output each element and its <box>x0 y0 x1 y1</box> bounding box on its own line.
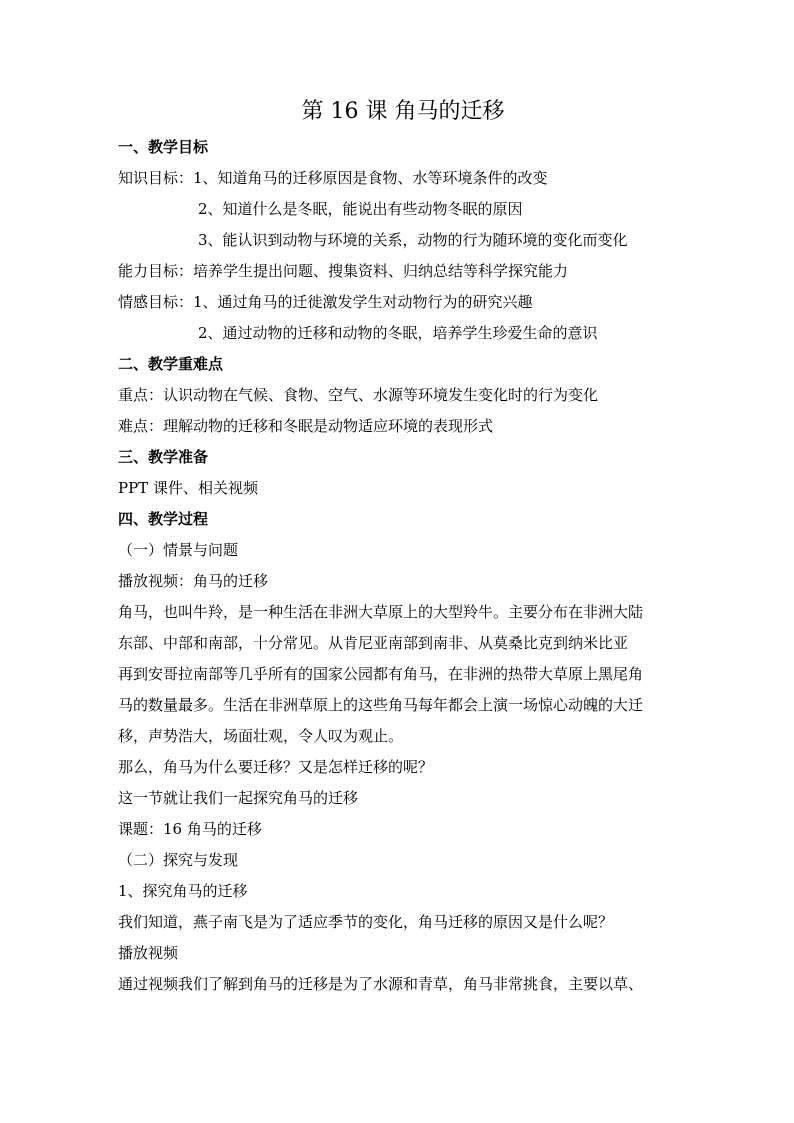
difficult-point: 难点：理解动物的迁移和冬眠是动物适应环境的表现形式 <box>118 417 494 435</box>
play-video-line: 播放视频 <box>118 944 179 962</box>
explore-line: 1、探究角马的迁移 <box>118 882 248 900</box>
section-heading-objectives: 一、教学目标 <box>118 138 209 156</box>
ability-goal: 能力目标：培养学生提出问题、搜集资料、归纳总结等科学探究能力 <box>118 262 569 280</box>
emotion-goal-2: 2、通过动物的迁移和动物的冬眠，培养学生珍爱生命的意识 <box>198 324 598 342</box>
paragraph-line: 再到安哥拉南部等几乎所有的国家公园都有角马，在非洲的热带大草原上黑尾角 <box>118 665 644 683</box>
topic-line: 课题：16 角马的迁移 <box>118 820 262 838</box>
paragraph-line: 角马，也叫牛羚，是一种生活在非洲大草原上的大型羚牛。主要分布在非洲大陆 <box>118 603 644 621</box>
question-line: 那么，角马为什么要迁移？又是怎样迁移的呢？ <box>118 758 434 776</box>
preparation-text: PPT 课件、相关视频 <box>118 479 258 497</box>
knowledge-goal-1: 知识目标：1、知道角马的迁移原因是食物、水等环境条件的改变 <box>118 169 548 187</box>
part-two-heading: （二）探究与发现 <box>118 851 239 869</box>
page-title: 第 16 课 角马的迁移 <box>301 99 505 124</box>
conclusion-line: 通过视频我们了解到角马的迁移是为了水源和青草，角马非常挑食，主要以草、 <box>118 975 644 993</box>
section-heading-process: 四、教学过程 <box>118 510 209 528</box>
knowledge-goal-2: 2、知道什么是冬眠，能说出有些动物冬眠的原因 <box>198 200 523 218</box>
emotion-goal-1: 情感目标：1、通过角马的迁徙激发学生对动物行为的研究兴趣 <box>118 293 533 311</box>
part-one-heading: （一）情景与问题 <box>118 541 239 559</box>
paragraph-line: 移，声势浩大，场面壮观，令人叹为观止。 <box>118 727 404 745</box>
swallow-line: 我们知道，燕子南飞是为了适应季节的变化，角马迁移的原因又是什么呢？ <box>118 913 614 931</box>
paragraph-line: 马的数量最多。生活在非洲草原上的这些角马每年都会上演一场惊心动魄的大迁 <box>118 696 644 714</box>
section-heading-key-points: 二、教学重难点 <box>118 355 224 373</box>
document-page <box>118 92 688 1000</box>
video-line: 播放视频：角马的迁移 <box>118 572 269 590</box>
section-heading-preparation: 三、教学准备 <box>118 448 209 466</box>
lead-line: 这一节就让我们一起探究角马的迁移 <box>118 789 359 807</box>
knowledge-goal-3: 3、能认识到动物与环境的关系，动物的行为随环境的变化而变化 <box>198 231 628 249</box>
paragraph-line: 东部、中部和南部，十分常见。从肯尼亚南部到南非、从莫桑比克到纳米比亚 <box>118 634 629 652</box>
key-point: 重点：认识动物在气候、食物、空气、水源等环境发生变化时的行为变化 <box>118 386 599 404</box>
